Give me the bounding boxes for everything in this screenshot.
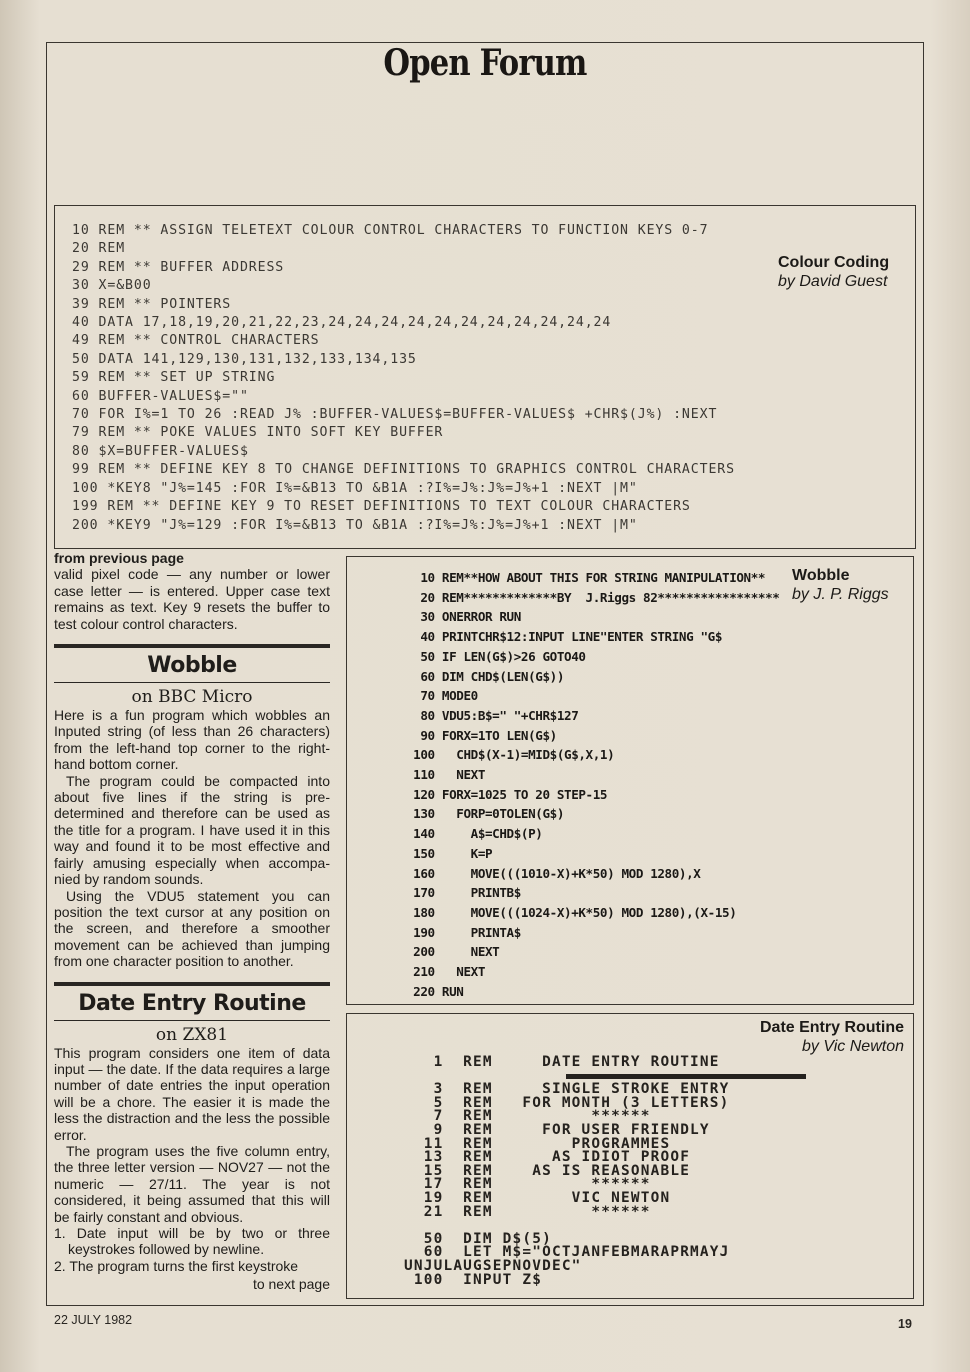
date-entry-code-line: 100 INPUT Z$ <box>404 1271 543 1288</box>
date-entry-code-line: 7 REM ****** <box>404 1108 651 1125</box>
wobble-paragraph-1: Here is a fun program which wobbles an Inputed string (of less than 26 characters) from the left-hand top corner to the right-hand bottom corner. <box>54 707 330 773</box>
colour-coding-code-line: 80 $X=BUFFER-VALUES$ <box>72 443 249 459</box>
wobble-paragraph-2: The program could be compacted into about five lines if the string is pre-determined and therefore can be used as the title for a program. I have used it in this way and found it to be most effective and fairly amusing especially when accompa-nied by random sounds. <box>54 772 330 888</box>
wobble-code-line: 210 NEXT <box>406 964 486 980</box>
wobble-title: Wobble <box>792 567 850 584</box>
wobble-code-line: 20 REM*************BY J.Riggs 82***************** <box>406 589 780 605</box>
colour-coding-code-line: 10 REM ** ASSIGN TELETEXT COLOUR CONTROL CHARACTERS TO FUNCTION KEYS 0-7 <box>72 223 709 238</box>
date-entry-list-item-1: 1. Date input will be by two or three keystrokes followed by newline. <box>54 1225 330 1258</box>
date-entry-code-line: 15 REM AS IS REASONABLE <box>404 1162 691 1179</box>
colour-coding-title: Colour Coding <box>778 254 890 271</box>
colour-coding-code-line: 199 REM ** DEFINE KEY 9 TO RESET DEFINITIONS TO TEXT COLOUR CHARACTERS <box>72 499 691 515</box>
page-number: 19 <box>898 1317 912 1331</box>
wobble-code-line: 10 REM**HOW ABOUT THIS FOR STRING MANIPULATION** <box>406 570 766 585</box>
date-entry-code-line: 5 REM FOR MONTH (3 LETTERS) <box>404 1094 730 1111</box>
colour-coding-code-line: 29 REM ** BUFFER ADDRESS <box>72 259 285 275</box>
wobble-code-line: 40 PRINTCHR$12:INPUT LINE"ENTER STRING "G$ <box>406 629 723 645</box>
date-entry-code-line: 19 REM VIC NEWTON <box>404 1189 671 1206</box>
wobble-code-line: 150 K=P <box>406 845 493 861</box>
colour-coding-code-line: 59 REM ** SET UP STRING <box>72 370 276 386</box>
wobble-code-line: 220 RUN <box>406 983 464 999</box>
date-entry-code-line: UNJULAUGSEPNOVDEC" <box>404 1257 582 1274</box>
wobble-author: by J. P. Riggs <box>792 586 889 603</box>
colour-coding-code-line: 39 REM ** POINTERS <box>72 296 232 312</box>
date-entry-code-line: 60 LET M$="OCTJANFEBMARAPRMAYJ <box>404 1244 730 1261</box>
wobble-code-line: 120 FORX=1025 TO 20 STEP-15 <box>406 786 608 802</box>
wobble-code-line: 90 FORX=1TO LEN(G$) <box>406 727 557 743</box>
colour-coding-code-line: 40 DATA 17,18,19,20,21,22,23,24,24,24,24,24,24,24,24,24,24,24 <box>72 315 612 331</box>
date-entry-code-line: 1 REM DATE ENTRY ROUTINE <box>404 1054 720 1070</box>
wobble-article-heading <box>54 644 330 707</box>
date-entry-code-line: 11 REM PROGRAMMES <box>404 1135 671 1152</box>
colour-coding-code-line: 30 X=&B00 <box>72 278 152 294</box>
date-entry-subheading: on ZX81 <box>155 1024 229 1045</box>
from-previous-page-label: from previous page <box>54 550 184 566</box>
colour-coding-code-line: 99 REM ** DEFINE KEY 8 TO CHANGE DEFINITIONS TO GRAPHICS CONTROL CHARACTERS <box>72 462 735 478</box>
date-entry-list-item-2: 2. The program turns the first keystroke <box>54 1257 299 1274</box>
wobble-code-line: 80 VDU5:B$=" "+CHR$127 <box>406 707 579 723</box>
wobble-code-line: 50 IF LEN(G$)>26 GOTO40 <box>406 648 586 664</box>
colour-coding-code-line: 79 REM ** POKE VALUES INTO SOFT KEY BUFFER <box>72 425 444 441</box>
date-entry-article-heading <box>54 982 330 1045</box>
date-entry-paragraph-2: The program uses the five column entry, the three letter version — NOV27 — not the numeric — 27/11. The year is not considered, it being assumed that this will be fairly constant and obvious. <box>54 1142 330 1225</box>
wobble-code-line: 180 MOVE(((1024-X)+K*50) MOD 1280),(X-15) <box>406 904 737 920</box>
wobble-code-line: 100 CHD$(X-1)=MID$(G$,X,1) <box>406 747 615 763</box>
colour-coding-code-line: 60 BUFFER-VALUES$="" <box>72 388 249 404</box>
wobble-code-line: 190 PRINTA$ <box>406 924 521 940</box>
to-next-page-label: to next page <box>252 1276 330 1293</box>
date-entry-listing <box>404 1056 864 1287</box>
colour-coding-author: by David Guest <box>778 273 888 290</box>
wobble-code-line: 30 ONERROR RUN <box>406 609 521 625</box>
page-title: Open Forum <box>383 42 587 84</box>
left-column <box>54 550 330 1293</box>
wobble-code-line: 200 NEXT <box>406 944 500 960</box>
wobble-paragraph-3: Using the VDU5 statement you can position the text cursor at any position on the screen, and therefore a smoother movement can be achieved than jumping from one character position to another. <box>54 887 330 970</box>
colour-coding-code-line: 50 DATA 141,129,130,131,132,133,134,135 <box>72 351 417 367</box>
date-entry-heading: Date Entry Routine <box>54 990 330 1021</box>
date-entry-paragraph-1: This program considers one item of data input — the date. If the data requires a large number of date entries the input operation will be a chore. The easier it is made the less the distraction and the less the possible error. <box>54 1044 330 1143</box>
colour-coding-code-line: 100 *KEY8 "J%=145 :FOR I%=&B13 TO &B1A :?I%=J%:J%=J%+1 :NEXT |M" <box>72 480 638 496</box>
date-entry-author: by Vic Newton <box>802 1038 904 1055</box>
colour-coding-code-line: 20 REM <box>72 241 126 257</box>
continued-text: valid pixel code — any number or lower case letter — is entered. Upper case text remains as text. Key 9 resets the buffer to test colour control characters. <box>54 566 330 632</box>
wobble-code-line: 160 MOVE(((1010-X)+K*50) MOD 1280),X <box>406 865 701 881</box>
wobble-code-line: 140 A$=CHD$(P) <box>406 826 543 842</box>
wobble-heading: Wobble <box>54 652 330 683</box>
wobble-code-line: 130 FORP=0TOLEN(G$) <box>406 806 565 822</box>
wobble-code-line: 170 PRINTB$ <box>406 885 521 901</box>
date-entry-code-line: 17 REM ****** <box>404 1176 651 1193</box>
issue-date: 22 JULY 1982 <box>54 1313 133 1327</box>
wobble-code-line: 60 DIM CHD$(LEN(G$)) <box>406 668 565 684</box>
wobble-code-line: 110 NEXT <box>406 767 486 783</box>
date-entry-title: Date Entry Routine <box>759 1019 904 1036</box>
date-entry-code-line: 21 REM ****** <box>404 1203 651 1220</box>
date-entry-code-line: 13 REM AS IDIOT PROOF <box>404 1149 691 1166</box>
colour-coding-code-line: 70 FOR I%=1 TO 26 :READ J% :BUFFER-VALUES$=BUFFER-VALUES$ +CHR$(J%) :NEXT <box>72 407 718 423</box>
wobble-subheading: on BBC Micro <box>131 687 253 708</box>
wobble-byline <box>792 566 889 604</box>
colour-coding-code-line: 200 *KEY9 "J%=129 :FOR I%=&B13 TO &B1A :?I%=J%:J%=J%+1 :NEXT |M" <box>72 517 638 533</box>
date-entry-code-line: 3 REM SINGLE STROKE ENTRY <box>404 1081 730 1098</box>
date-entry-byline <box>750 1018 904 1056</box>
date-entry-code-line: 9 REM FOR USER FRIENDLY <box>404 1121 710 1138</box>
colour-coding-byline <box>778 253 889 291</box>
date-entry-code-line: 50 DIM D$(5) <box>404 1230 552 1247</box>
wobble-code-line: 70 MODE0 <box>406 688 478 704</box>
wobble-listing <box>406 568 786 1001</box>
colour-coding-code-line: 49 REM ** CONTROL CHARACTERS <box>72 333 320 349</box>
